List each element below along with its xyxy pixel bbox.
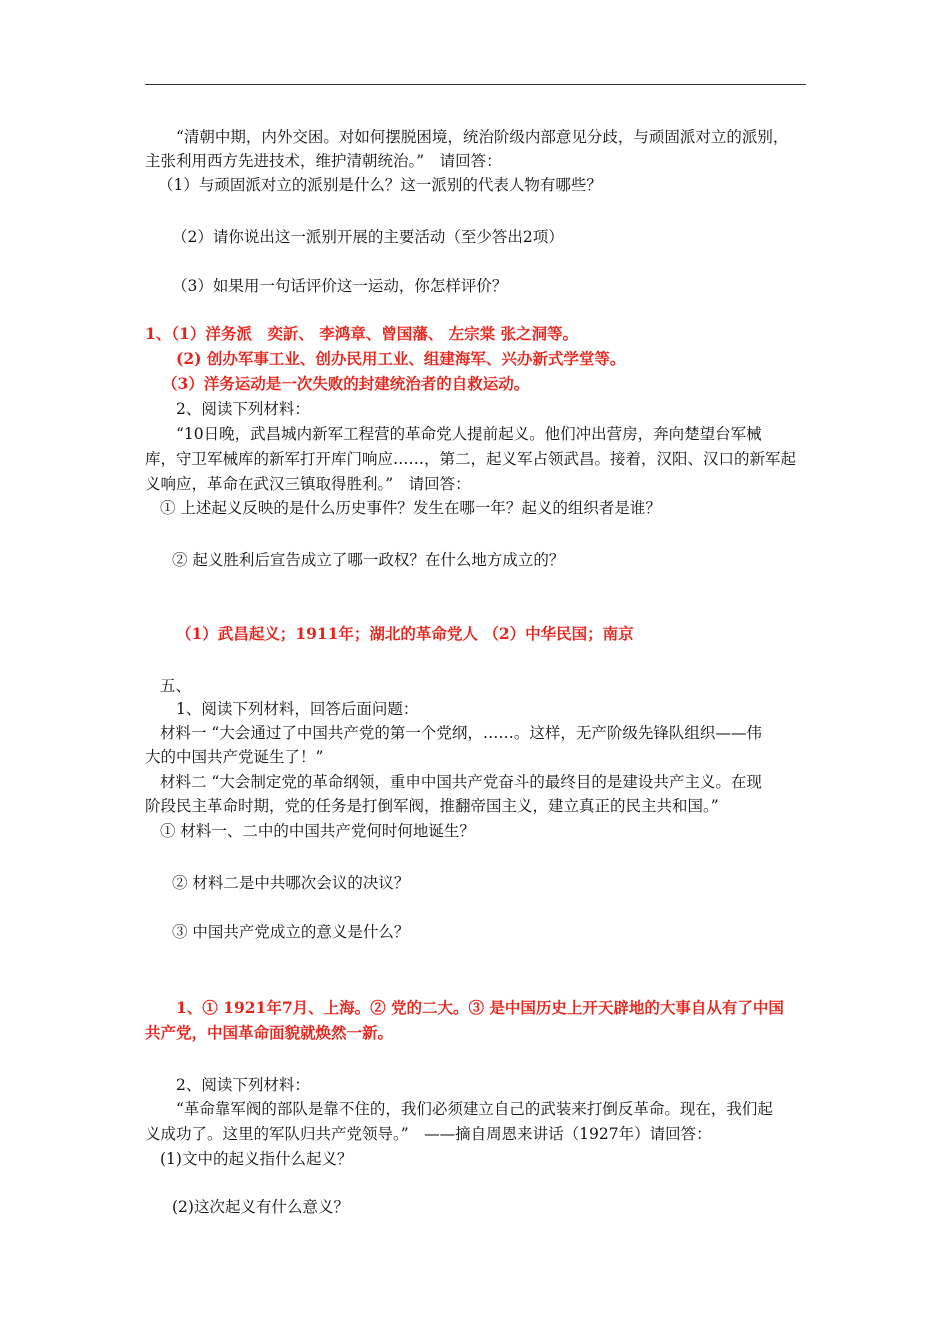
- q2-sub-question-1: ① 上述起义反映的是什么历史事件？发生在哪一年？起义的组织者是谁？: [160, 499, 661, 517]
- s5-q2-material-line-2: 义成功了。这里的军队归共产党领导。” ——摘自周恩来讲话（1927年）请回答：: [145, 1125, 712, 1143]
- q2-sub-question-2: ② 起义胜利后宣告成立了哪一政权？在什么地方成立的？: [172, 551, 565, 569]
- q1-material-line-2: 主张利用西方先进技术，维护清朝统治。” 请回答：: [145, 152, 502, 170]
- s5-sub-question-1: ① 材料一、二中的中国共产党何时何地诞生？: [160, 822, 475, 840]
- s5-q2-material-line-1: “革命靠军阀的部队是靠不住的，我们必须建立自己的武装来打倒反革命。现在，我们起: [176, 1100, 773, 1118]
- q1-sub-question-1: （1）与顽固派对立的派别是什么？这一派别的代表人物有哪些？: [158, 176, 602, 194]
- q2-heading: 2、阅读下列材料：: [176, 400, 310, 418]
- q1-material-line-1: “清朝中期，内外交困。对如何摆脱困境，统治阶级内部意见分歧，与顽固派对立的派别，: [176, 128, 789, 146]
- q1-answer-line-1: 1、（1）洋务派 奕訢、 李鸿章、曾国藩、 左宗棠 张之洞等。: [145, 324, 579, 343]
- s5-answer-line-2: 共产党，中国革命面貌就焕然一新。: [145, 1023, 394, 1042]
- s5-answer-line-1: 1、① 1921年7月、上海。② 党的二大。③ 是中国历史上开天辟地的大事自从有了中国: [176, 998, 784, 1017]
- s5-q2-sub-question-1: (1)文中的起义指什么起义？: [160, 1150, 353, 1168]
- s5-material-one-line-1: 材料一 “大会通过了中国共产党的第一个党纲，……。这样，无产阶级先锋队组织——伟: [160, 724, 762, 742]
- q2-material-line-3: 义响应，革命在武汉三镇取得胜利。” 请回答：: [145, 475, 471, 493]
- q1-sub-question-3: （3）如果用一句话评价这一运动，你怎样评价？: [172, 277, 508, 295]
- q2-answer: （1）武昌起义；1911年；湖北的革命党人 （2）中华民国；南京: [176, 624, 634, 643]
- s5-material-two-line-1: 材料二 “大会制定党的革命纲领，重申中国共产党奋斗的最终目的是建设共产主义。在现: [160, 773, 762, 791]
- s5-sub-question-3: ③ 中国共产党成立的意义是什么？: [172, 923, 410, 941]
- s5-sub-question-2: ② 材料二是中共哪次会议的决议？: [172, 874, 410, 892]
- q1-answer-line-2: (2) 创办军事工业、创办民用工业、组建海军、兴办新式学堂等。: [176, 349, 626, 368]
- s5-q1-heading: 1、阅读下列材料，回答后面问题：: [176, 700, 419, 718]
- q1-sub-question-2: （2）请你说出这一派别开展的主要活动（至少答出2项）: [172, 228, 564, 246]
- section-five-heading: 五、: [160, 677, 192, 695]
- s5-material-one-line-2: 大的中国共产党诞生了！”: [145, 748, 324, 766]
- header-rule: [145, 84, 806, 85]
- q2-material-line-2: 库，守卫军械库的新军打开库门响应……，第二，起义军占领武昌。接着，汉阳、汉口的新军起: [145, 450, 797, 468]
- q1-answer-line-3: （3）洋务运动是一次失败的封建统治者的自救运动。: [162, 374, 530, 393]
- s5-q2-sub-question-2: (2)这次起义有什么意义？: [172, 1198, 349, 1216]
- q2-material-line-1: “10日晚，武昌城内新军工程营的革命党人提前起义。他们冲出营房，奔向楚望台军械: [176, 425, 762, 443]
- s5-material-two-line-2: 阶段民主革命时期，党的任务是打倒军阀，推翻帝国主义，建立真正的民主共和国。”: [145, 797, 719, 815]
- s5-q2-heading: 2、阅读下列材料：: [176, 1076, 310, 1094]
